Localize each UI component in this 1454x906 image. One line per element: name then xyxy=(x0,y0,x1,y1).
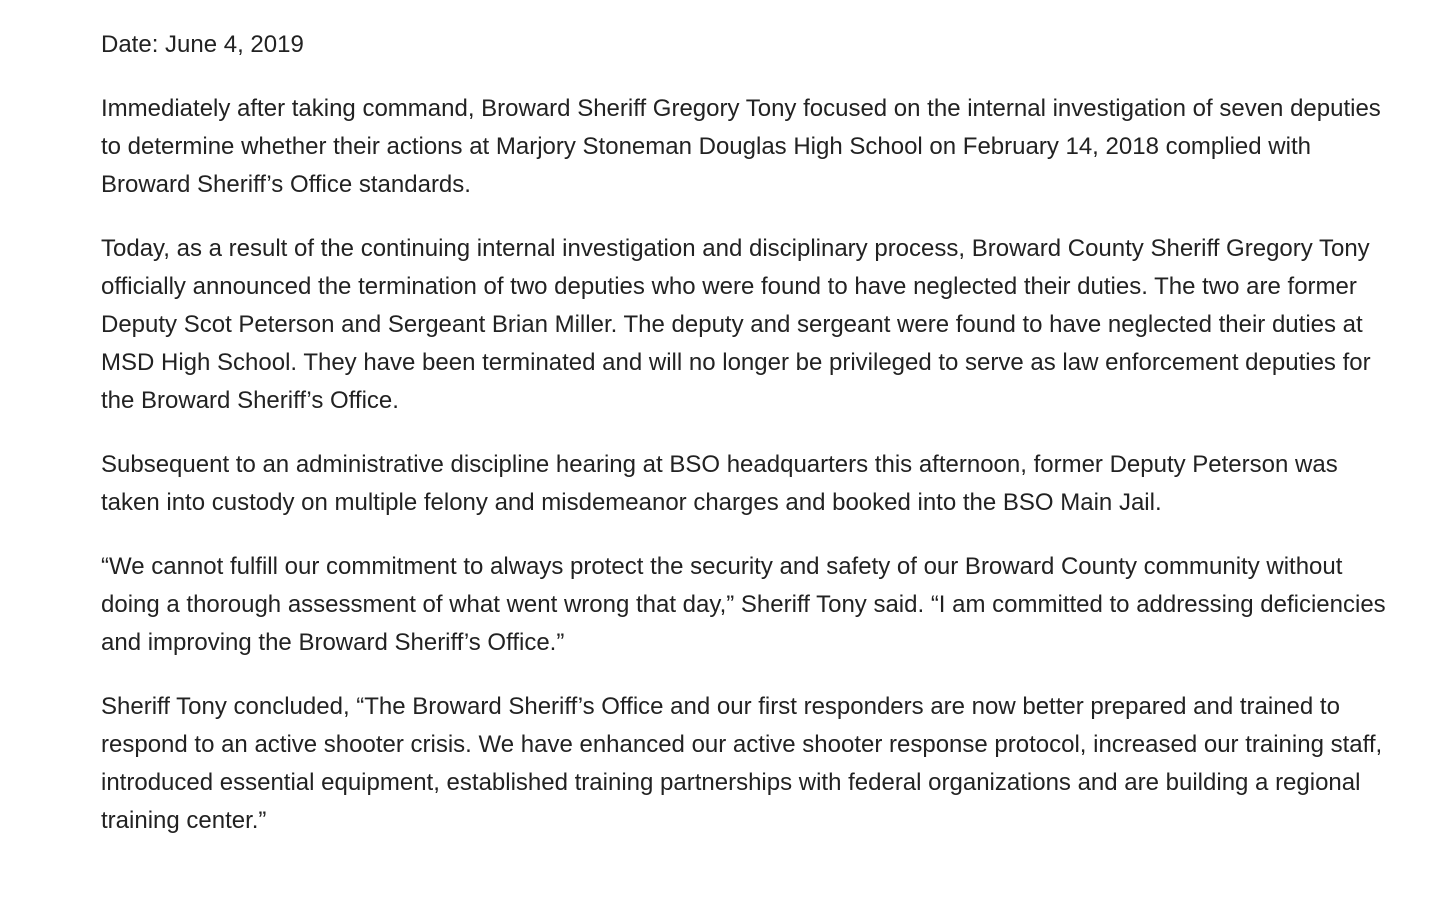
paragraph-quote-conclusion: Sheriff Tony concluded, “The Broward Sheriff’s Office and our first responders are now better prepared and trained to respond to an active shooter crisis. We have enhanced our active shooter response protocol, increased our training staff, introduced essential equipment, established training partnerships with federal organizations and are building a regional training center.” xyxy=(101,693,1383,834)
press-release-body xyxy=(101,26,1391,866)
paragraph-termination: Today, as a result of the continuing internal investigation and disciplinary process, Broward County Sheriff Gregory Tony officially announced the termination of two deputies who were found to have neglected their duties. The two are former Deputy Scot Peterson and Sergeant Brian Miller. The deputy and sergeant were found to have neglected their duties at MSD High School. They have been terminated and will no longer be privileged to serve as law enforcement deputies for the Broward Sheriff’s Office. xyxy=(101,235,1371,414)
paragraph-custody: Subsequent to an administrative discipline hearing at BSO headquarters this afternoon, former Deputy Peterson was taken into custody on multiple felony and misdemeanor charges and booked into the BSO Main Jail. xyxy=(101,451,1338,516)
paragraph-investigation: Immediately after taking command, Broward Sheriff Gregory Tony focused on the internal investigation of seven deputies to determine whether their actions at Marjory Stoneman Douglas High School on February 14, 2018 complied with Broward Sheriff’s Office standards. xyxy=(101,95,1381,198)
paragraph-quote-commitment: “We cannot fulfill our commitment to always protect the security and safety of our Broward County community without doing a thorough assessment of what went wrong that day,” Sheriff Tony said. “I am committed to addressing deficiencies and improving the Broward Sheriff’s Office.” xyxy=(101,553,1386,656)
release-date: Date: June 4, 2019 xyxy=(101,31,304,58)
